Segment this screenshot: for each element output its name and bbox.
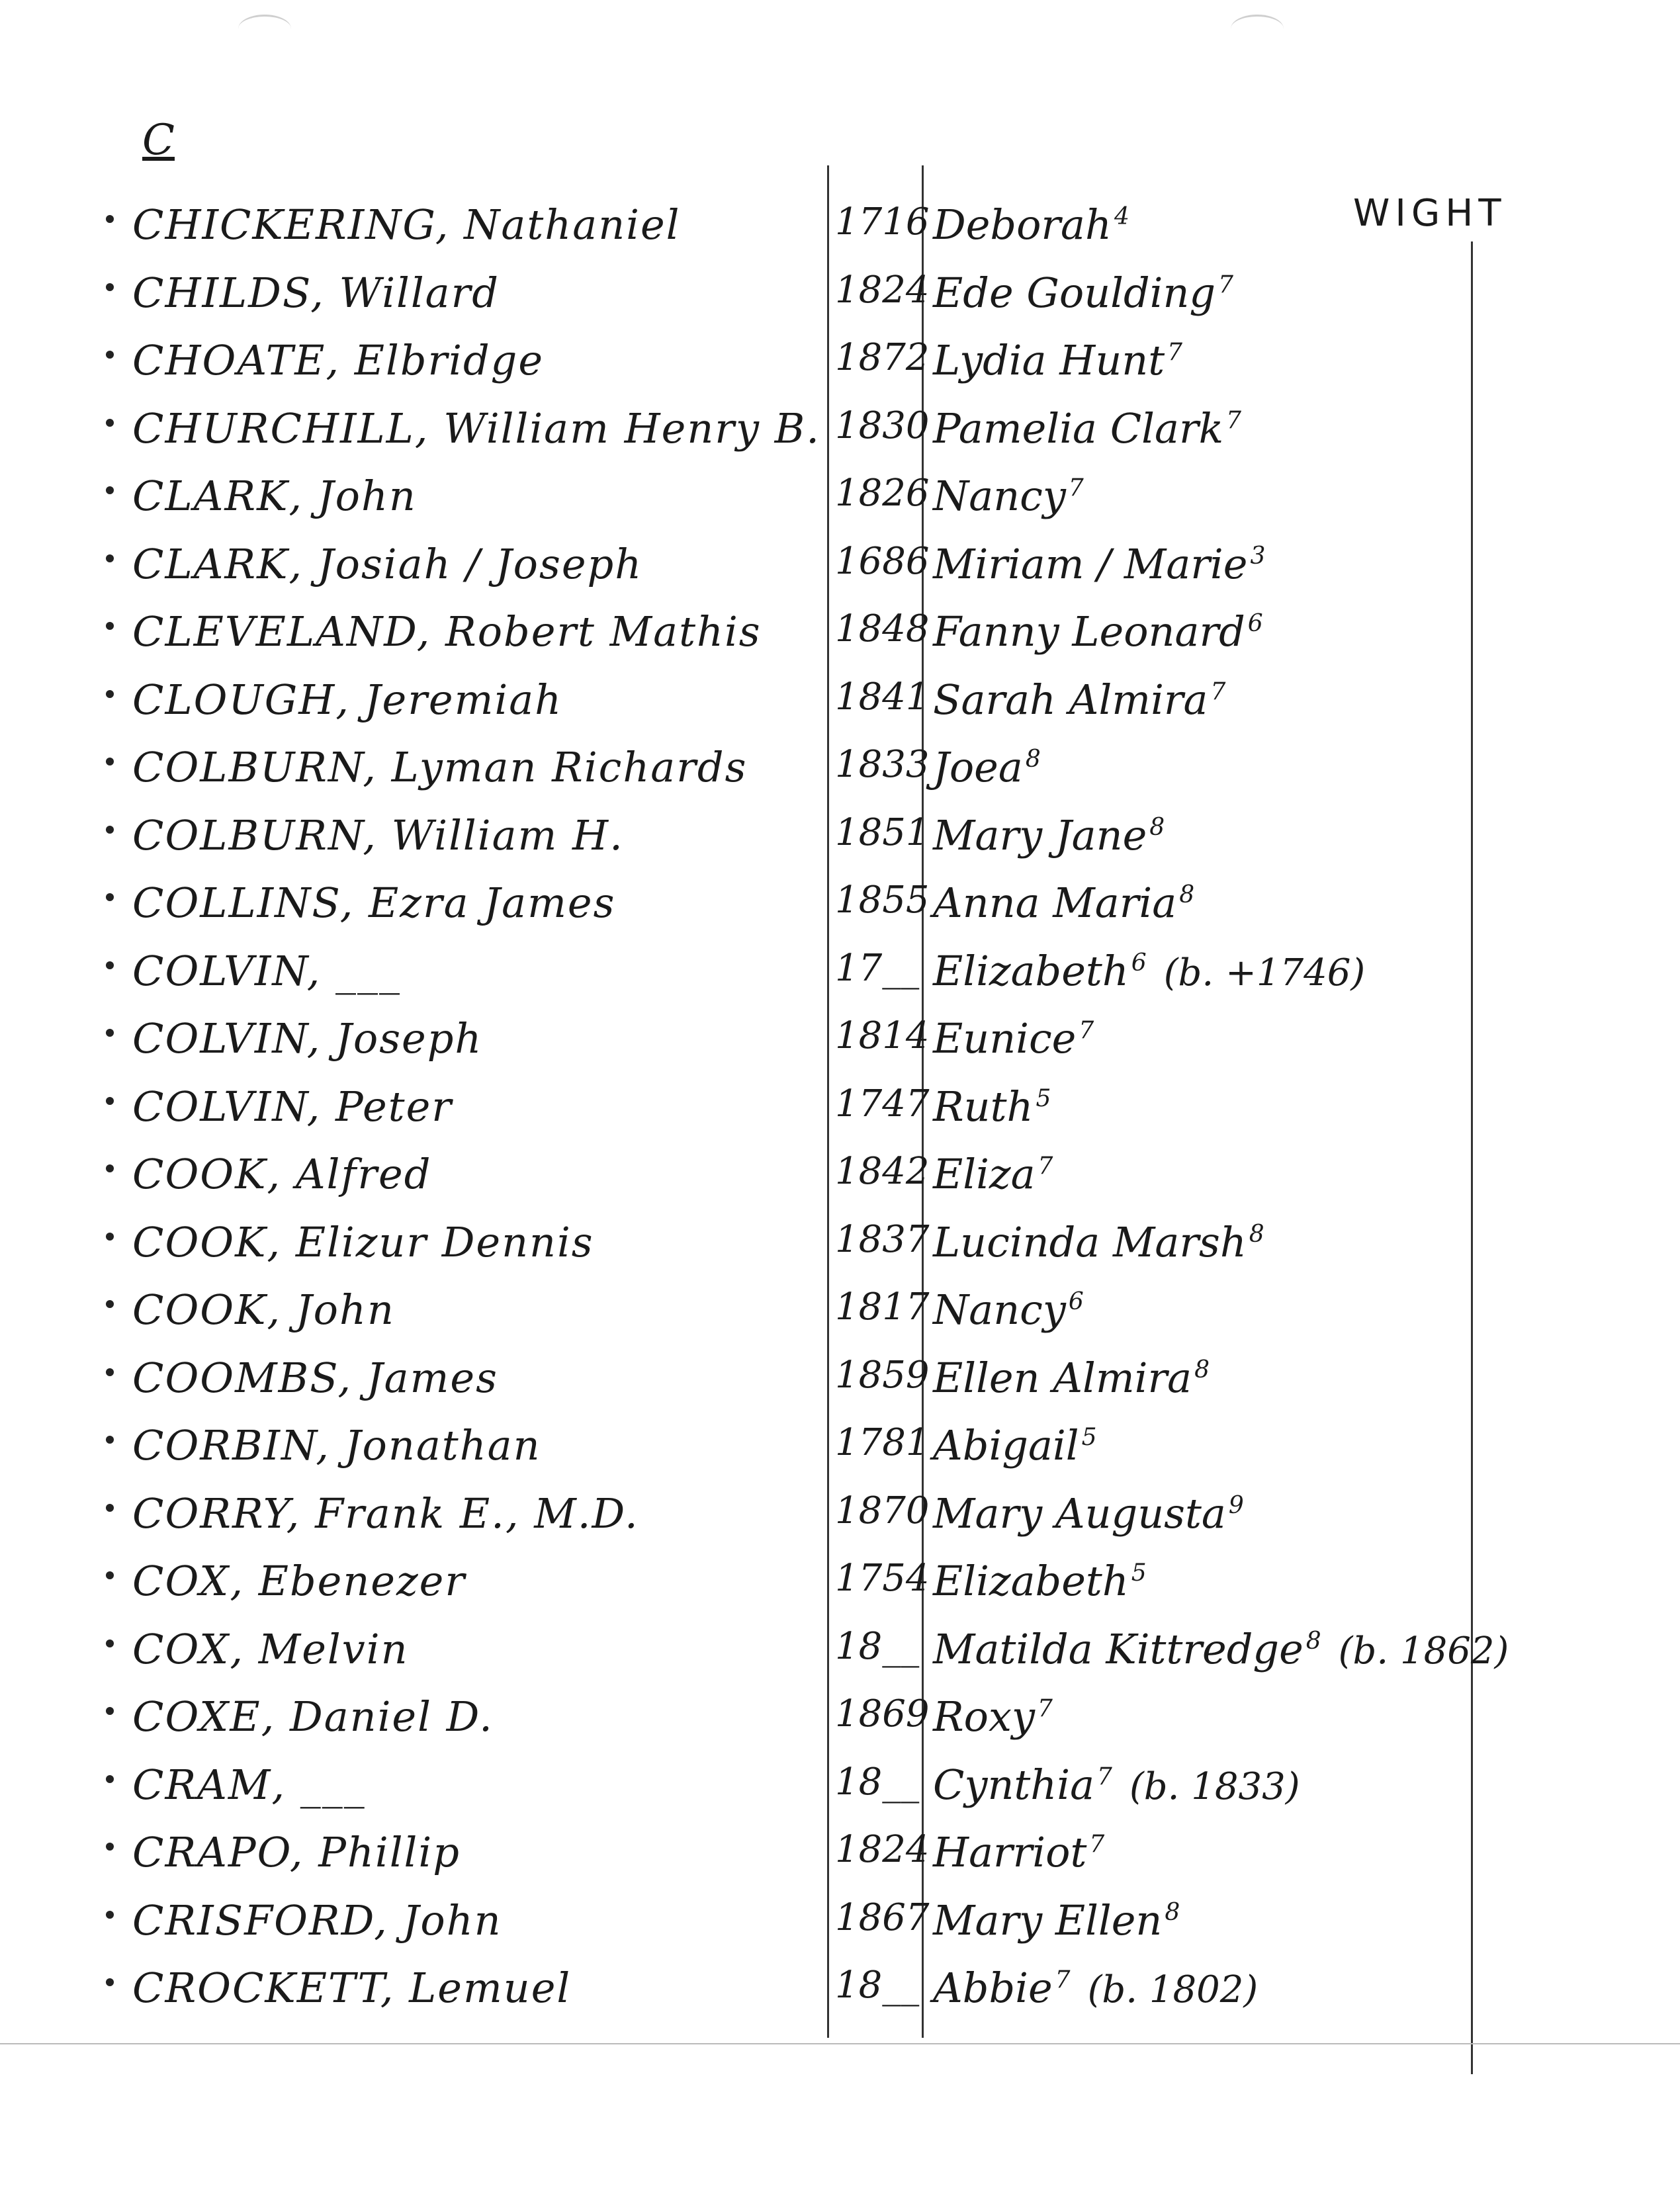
bullet-mark	[106, 1640, 114, 1647]
spouse-entry	[933, 1964, 1258, 2012]
bullet-mark	[106, 1707, 114, 1715]
marriage-year: 1833	[835, 743, 930, 786]
marriage-year: 1824	[835, 1828, 930, 1871]
husband-name: COLVIN, Peter	[132, 1082, 453, 1131]
generation-number: 4	[1114, 203, 1129, 231]
bullet-mark	[106, 1300, 114, 1308]
spouse-entry	[933, 811, 1182, 859]
marriage-year: 1824	[835, 268, 930, 312]
spouse-name: Ruth	[933, 1082, 1034, 1131]
list-item	[0, 595, 1680, 662]
list-item	[0, 731, 1680, 797]
bullet-mark	[106, 1368, 114, 1376]
list-item	[0, 1816, 1680, 1882]
spouse-name: Elizabeth	[933, 1557, 1129, 1605]
spouse-name: Nancy	[933, 1286, 1066, 1334]
spouse-entry	[933, 947, 1365, 995]
bullet-mark	[106, 1029, 114, 1037]
generation-number: 8	[1194, 1356, 1210, 1383]
generation-number: 7	[1079, 1017, 1094, 1045]
list-item	[0, 460, 1680, 526]
spouse-entry	[933, 404, 1259, 453]
husband-name: COX, Melvin	[132, 1624, 409, 1673]
generation-number: 6	[1068, 1288, 1084, 1316]
bullet-mark	[106, 826, 114, 834]
spouse-name: Mary Augusta	[933, 1489, 1226, 1538]
spouse-name: Joea	[933, 743, 1023, 791]
marriage-year: 17__	[835, 946, 920, 990]
husband-name: COLVIN, Joseph	[132, 1014, 483, 1063]
spouse-name: Harriot	[933, 1828, 1087, 1876]
generation-number: 7	[1068, 474, 1084, 502]
list-item	[0, 189, 1680, 255]
spouse-name: Roxy	[933, 1692, 1036, 1741]
list-item	[0, 1138, 1680, 1204]
generation-number: 7	[1167, 339, 1183, 367]
spouse-entry	[933, 472, 1101, 520]
spouse-entry	[933, 1828, 1122, 1876]
generation-number: 8	[1179, 881, 1195, 909]
spouse-entry	[933, 336, 1200, 384]
spouse-name: Cynthia	[933, 1760, 1095, 1809]
marriage-year: 1855	[835, 879, 930, 922]
bullet-mark	[106, 215, 114, 223]
spouse-name: Lucinda Marsh	[933, 1217, 1247, 1266]
list-item	[0, 1342, 1680, 1408]
bullet-mark	[106, 1504, 114, 1512]
generation-number: 7	[1089, 1831, 1105, 1858]
marriage-year: 1870	[835, 1489, 930, 1532]
spouse-entry	[933, 676, 1243, 724]
bullet-mark	[106, 1233, 114, 1241]
spouse-name: Fanny Leonard	[933, 607, 1245, 656]
list-item	[0, 1884, 1680, 1950]
list-item	[0, 935, 1680, 1001]
husband-name: COOK, Elizur Dennis	[132, 1217, 594, 1266]
generation-number: 7	[1038, 1153, 1053, 1180]
spouse-name: Mary Jane	[933, 810, 1147, 859]
bullet-mark	[106, 1911, 114, 1919]
list-item	[0, 324, 1680, 390]
marriage-year: 1814	[835, 1014, 930, 1057]
bullet-mark	[106, 622, 114, 630]
list-item	[0, 1545, 1680, 1611]
husband-name: CHICKERING, Nathaniel	[132, 200, 681, 249]
husband-name: CHILDS, Willard	[132, 268, 500, 317]
spouse-entry	[933, 1421, 1114, 1469]
bullet-mark	[106, 1164, 114, 1172]
spouse-entry	[933, 269, 1251, 317]
spouse-entry	[933, 1082, 1068, 1131]
generation-number: 3	[1250, 542, 1266, 570]
marriage-year: 1851	[835, 810, 930, 854]
spouse-entry	[933, 1557, 1164, 1605]
bullet-mark	[106, 1978, 114, 1986]
husband-name: CROCKETT, Lemuel	[132, 1964, 572, 2012]
bullet-mark	[106, 351, 114, 359]
birth-note: (b. 1833)	[1129, 1765, 1300, 1808]
spouse-entry	[933, 607, 1280, 656]
list-item	[0, 664, 1680, 730]
list-item	[0, 799, 1680, 865]
husband-name: COXE, Daniel D.	[132, 1692, 494, 1741]
husband-name: CRAPO, Phillip	[132, 1828, 461, 1876]
birth-note: (b. 1862)	[1338, 1629, 1509, 1673]
spouse-entry	[933, 1218, 1282, 1266]
spouse-entry	[933, 1354, 1227, 1402]
spouse-entry	[933, 1761, 1300, 1809]
generation-number: 8	[1149, 813, 1165, 841]
spouse-entry	[933, 1692, 1070, 1741]
marriage-year: 1848	[835, 607, 930, 650]
spouse-entry	[933, 1625, 1509, 1673]
husband-name: COOK, John	[132, 1286, 395, 1334]
bullet-mark	[106, 283, 114, 291]
bullet-mark	[106, 1571, 114, 1579]
spouse-name: Nancy	[933, 472, 1066, 520]
spouse-entry	[933, 1150, 1070, 1198]
husband-name: COLLINS, Ezra James	[132, 879, 616, 927]
spouse-entry	[933, 540, 1282, 588]
generation-number: 7	[1226, 406, 1242, 434]
bullet-mark	[106, 961, 114, 969]
spouse-entry	[933, 1489, 1261, 1538]
spouse-entry	[933, 200, 1147, 249]
bullet-mark	[106, 758, 114, 765]
spouse-name: Matilda Kittredge	[933, 1624, 1304, 1673]
marriage-year: 1869	[835, 1692, 930, 1735]
spouse-name: Mary Ellen	[933, 1896, 1163, 1945]
husband-name: COLBURN, William H.	[132, 810, 624, 859]
spouse-name: Miriam / Marie	[933, 539, 1248, 588]
generation-number: 6	[1131, 949, 1147, 977]
husband-name: CHOATE, Elbridge	[132, 336, 545, 384]
marriage-year: 1817	[835, 1286, 930, 1329]
birth-note: (b. +1746)	[1163, 951, 1366, 994]
marriage-year: 1826	[835, 472, 930, 515]
generation-number: 8	[1305, 1627, 1321, 1655]
husband-name: CRAM, ___	[132, 1760, 366, 1809]
husband-name: CORRY, Frank E., M.D.	[132, 1489, 639, 1538]
spouse-entry	[933, 1014, 1111, 1063]
list-item	[0, 1409, 1680, 1475]
marriage-year: 1781	[835, 1421, 930, 1464]
husband-name: COLVIN, ___	[132, 946, 402, 995]
marriage-year: 1872	[835, 336, 930, 379]
husband-name: COX, Ebenezer	[132, 1557, 466, 1605]
generation-number: 8	[1165, 1898, 1180, 1926]
spouse-name: Elizabeth	[933, 946, 1129, 995]
marriage-year: 18__	[835, 1760, 920, 1804]
spouse-entry	[933, 743, 1058, 791]
punch-hole-right	[1231, 15, 1284, 43]
marriage-year: 1716	[835, 200, 930, 243]
marriage-year: 1686	[835, 539, 930, 583]
generation-number: 7	[1038, 1695, 1053, 1723]
marriage-year: 18__	[835, 1624, 920, 1668]
bullet-mark	[106, 1097, 114, 1105]
husband-name: CLOUGH, Jeremiah	[132, 675, 563, 724]
bullet-mark	[106, 554, 114, 562]
marriage-year: 1830	[835, 404, 930, 447]
spouse-name: Abigail	[933, 1421, 1079, 1469]
spouse-name: Pamelia Clark	[933, 404, 1224, 453]
list-item	[0, 1071, 1680, 1137]
bullet-mark	[106, 1775, 114, 1783]
list-item	[0, 1274, 1680, 1340]
spouse-name: Sarah Almira	[933, 675, 1208, 724]
generation-number: 7	[1055, 1966, 1071, 1994]
husband-name: CLARK, Josiah / Joseph	[132, 539, 643, 588]
bottom-rule	[0, 2043, 1680, 2044]
marriage-year: 1867	[835, 1896, 930, 1939]
spouse-name: Eliza	[933, 1150, 1036, 1198]
list-item	[0, 1952, 1680, 2018]
generation-number: 9	[1228, 1491, 1244, 1519]
generation-number: 7	[1097, 1763, 1112, 1790]
husband-name: COOMBS, James	[132, 1353, 498, 1402]
punch-hole-left	[238, 15, 291, 43]
spouse-name: Abbie	[933, 1964, 1053, 2012]
list-item	[0, 257, 1680, 323]
list-item	[0, 1749, 1680, 1815]
bullet-mark	[106, 1843, 114, 1851]
list-item	[0, 867, 1680, 933]
spouse-entry	[933, 1896, 1197, 1945]
spouse-name: Anna Maria	[933, 879, 1177, 927]
generation-number: 8	[1025, 746, 1041, 773]
spouse-name: Lydia Hunt	[933, 336, 1165, 384]
bullet-mark	[106, 419, 114, 427]
list-item	[0, 392, 1680, 459]
spouse-name: Ede Goulding	[933, 268, 1216, 317]
list-item	[0, 1477, 1680, 1544]
generation-number: 5	[1131, 1559, 1147, 1587]
husband-name: CRISFORD, John	[132, 1896, 502, 1945]
husband-name: COLBURN, Lyman Richards	[132, 743, 748, 791]
marriage-year: 1747	[835, 1082, 930, 1125]
marriage-year: 1841	[835, 675, 930, 719]
bullet-mark	[106, 486, 114, 494]
marriage-year: 1837	[835, 1217, 930, 1261]
generation-number: 5	[1081, 1424, 1097, 1452]
birth-note: (b. 1802)	[1087, 1968, 1259, 2011]
list-item	[0, 1613, 1680, 1679]
spouse-name: Ellen Almira	[933, 1353, 1192, 1402]
marriage-year: 1842	[835, 1150, 930, 1193]
list-item	[0, 1002, 1680, 1069]
spouse-entry	[933, 1286, 1101, 1334]
husband-name: COOK, Alfred	[132, 1150, 432, 1198]
generation-number: 8	[1249, 1220, 1264, 1248]
generation-number: 7	[1218, 271, 1234, 298]
spouse-entry	[933, 879, 1212, 927]
marriage-year: 1859	[835, 1353, 930, 1397]
generation-number: 5	[1036, 1084, 1051, 1112]
generation-number: 7	[1210, 678, 1226, 705]
husband-name: CLEVELAND, Robert Mathis	[132, 607, 762, 656]
bullet-mark	[106, 1436, 114, 1444]
marriage-year: 18__	[835, 1964, 920, 2007]
spouse-name: Deborah	[933, 200, 1112, 249]
bullet-mark	[106, 893, 114, 901]
husband-name: CLARK, John	[132, 472, 417, 520]
husband-name: CORBIN, Jonathan	[132, 1421, 541, 1469]
list-item	[0, 528, 1680, 594]
marriage-year: 1754	[835, 1557, 930, 1600]
generation-number: 6	[1247, 610, 1263, 638]
list-item	[0, 1681, 1680, 1747]
page-letter: C	[142, 116, 175, 165]
list-item	[0, 1206, 1680, 1272]
spouse-name: Eunice	[933, 1014, 1077, 1063]
family-name-header: WIGHT	[1353, 192, 1507, 235]
bullet-mark	[106, 690, 114, 698]
husband-name: CHURCHILL, William Henry B.	[132, 404, 820, 453]
